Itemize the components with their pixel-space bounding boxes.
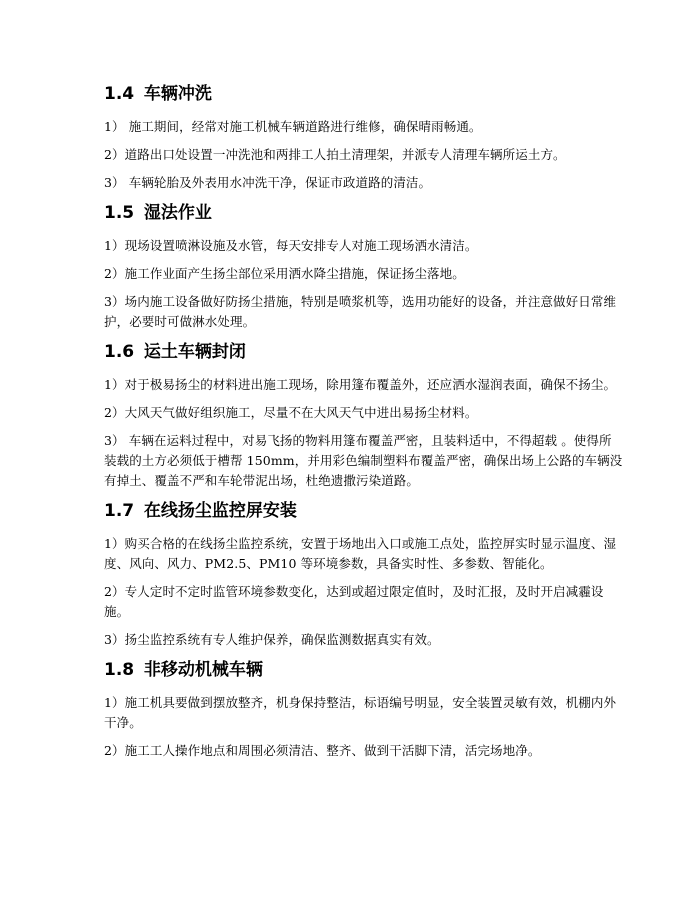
section-title: 运土车辆封闭 bbox=[143, 342, 246, 362]
paragraph: 1） 施工期间，经常对施工机械车辆道路进行维修，确保晴雨畅通。 bbox=[104, 119, 482, 134]
section-number: 1.8 bbox=[104, 660, 135, 680]
paragraph: 3） 车辆轮胎及外表用水冲洗干净，保证市政道路的清洁。 bbox=[104, 175, 432, 190]
paragraph: 1）对于极易扬尘的材料进出施工现场，除用篷布覆盖外，还应洒水湿润表面，确保不扬尘。 bbox=[104, 377, 617, 392]
section-heading bbox=[104, 499, 624, 523]
paragraph: 1）施工机具要做到摆放整齐，机身保持整洁，标语编号明显，安全装置灵敏有效，机棚内外干净。 bbox=[104, 695, 617, 730]
paragraph: 3） 车辆在运料过程中，对易飞扬的物料用篷布覆盖严密，且装料适中，不得超载 。使得所装载的土方必须低于槽帮 150mm，并用彩色编制塑料布覆盖严密，确保出场上公路的车辆没有掉土、覆盖不严和车轮带泥出场，杜绝遗撒污染道路。 bbox=[104, 433, 623, 488]
paragraph: 3）场内施工设备做好防扬尘措施，特别是喷浆机等，选用功能好的设备，并注意做好日常维护，必要时可做淋水处理。 bbox=[104, 294, 617, 329]
section-heading bbox=[104, 201, 624, 225]
paragraph: 1）现场设置喷淋设施及水管，每天安排专人对施工现场洒水清洁。 bbox=[104, 238, 478, 253]
paragraph: 2）施工工人操作地点和周围必须清洁、整齐、做到干活脚下清，活完场地净。 bbox=[104, 743, 541, 758]
section-title: 车辆冲洗 bbox=[143, 84, 212, 104]
paragraph: 2）专人定时不定时监管环境参数变化，达到或超过限定值时，及时汇报，及时开启减霾设施。 bbox=[104, 584, 604, 619]
document-page bbox=[104, 82, 624, 769]
section-1-5 bbox=[104, 201, 624, 332]
paragraph: 2）施工作业面产生扬尘部位采用洒水降尘措施，保证扬尘落地。 bbox=[104, 266, 465, 281]
section-number: 1.7 bbox=[104, 501, 135, 521]
section-heading bbox=[104, 658, 624, 682]
paragraph: 3）扬尘监控系统有专人维护保养，确保监测数据真实有效。 bbox=[104, 632, 440, 647]
section-number: 1.5 bbox=[104, 203, 135, 223]
paragraph: 1）购买合格的在线扬尘监控系统，安置于场地出入口或施工点处，监控屏实时显示温度、湿度、风向、风力、PM2.5、PM10 等环境参数，具备实时性、多参数、智能化。 bbox=[104, 536, 617, 571]
section-1-8 bbox=[104, 658, 624, 761]
section-heading bbox=[104, 82, 624, 106]
section-number: 1.6 bbox=[104, 342, 135, 362]
section-number: 1.4 bbox=[104, 84, 135, 104]
section-1-6 bbox=[104, 340, 624, 491]
section-heading bbox=[104, 340, 624, 364]
paragraph: 2）大风天气做好组织施工，尽量不在大风天气中进出易扬尘材料。 bbox=[104, 405, 478, 420]
paragraph: 2）道路出口处设置一冲洗池和两排工人拍土清理架，并派专人清理车辆所运土方。 bbox=[104, 147, 566, 162]
section-1-7 bbox=[104, 499, 624, 650]
section-title: 湿法作业 bbox=[143, 203, 212, 223]
section-1-4 bbox=[104, 82, 624, 193]
section-title: 在线扬尘监控屏安装 bbox=[143, 501, 297, 521]
section-title: 非移动机械车辆 bbox=[143, 660, 263, 680]
